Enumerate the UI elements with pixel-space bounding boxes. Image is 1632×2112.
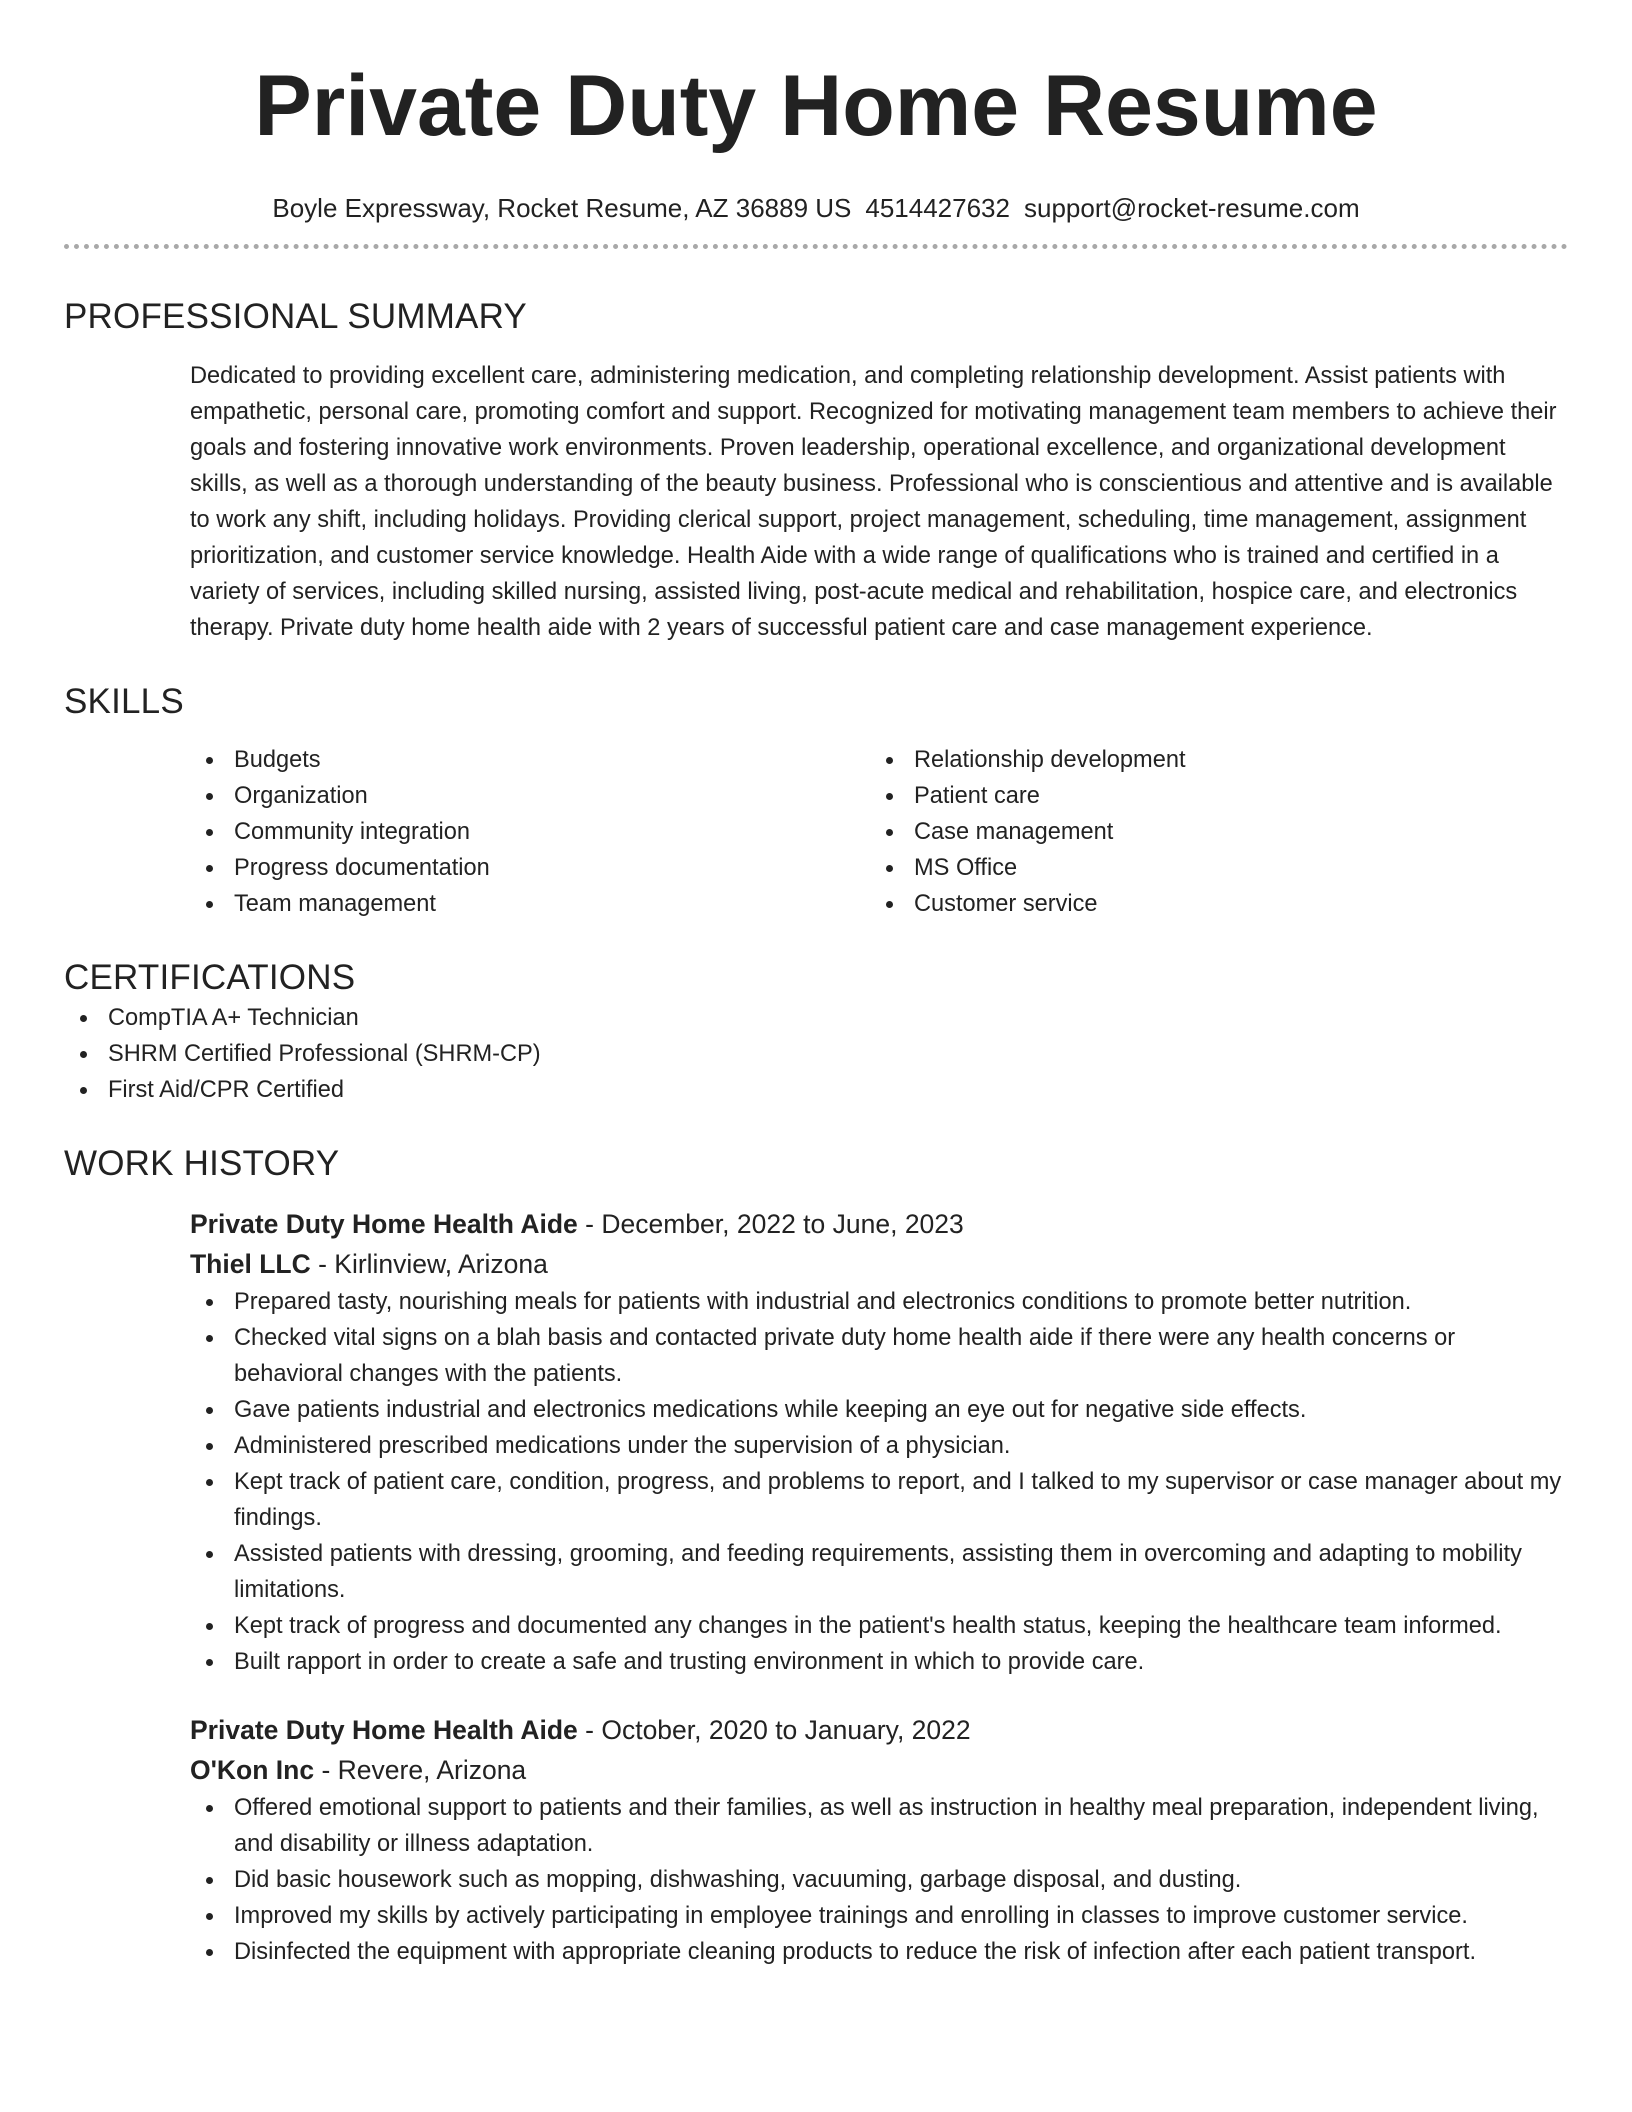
job-duty: Checked vital signs on a blah basis and contacted private duty home health aide if there were any health concerns or behavioral changes with the patients.: [190, 1320, 1568, 1392]
job-title-line: [190, 1710, 1568, 1750]
skill-item: Progress documentation: [190, 850, 870, 886]
skill-item: Relationship development: [870, 742, 1470, 778]
job-dates: - December, 2022 to June, 2023: [577, 1209, 964, 1239]
work-history-heading: WORK HISTORY: [64, 1144, 340, 1183]
skill-item: Case management: [870, 814, 1470, 850]
certifications-section: [64, 956, 1568, 1108]
skills-list-right: [870, 742, 1470, 922]
contact-email: support@rocket-resume.com: [1023, 193, 1360, 223]
skill-item: MS Office: [870, 850, 1470, 886]
job-role: Private Duty Home Health Aide: [190, 1209, 578, 1239]
skills-list-left: [190, 742, 870, 922]
header-divider: [64, 244, 1568, 249]
job-entry: [190, 1710, 1568, 1970]
skill-item: Organization: [190, 778, 870, 814]
resume-title: Private Duty Home Resume: [254, 58, 1378, 154]
job-duty: Gave patients industrial and electronics medications while keeping an eye out for negative side effects.: [190, 1392, 1568, 1428]
skill-item: Budgets: [190, 742, 870, 778]
certifications-heading: CERTIFICATIONS: [64, 958, 356, 997]
job-company-line: [190, 1244, 1568, 1284]
contact-address: Boyle Expressway, Rocket Resume, AZ 36889 US: [272, 193, 852, 223]
job-duties-list: [190, 1284, 1568, 1680]
skill-item: Customer service: [870, 886, 1470, 922]
contact-line: [64, 192, 1568, 224]
skill-item: Community integration: [190, 814, 870, 850]
job-duty: Kept track of progress and documented any changes in the patient's health status, keeping the healthcare team informed.: [190, 1608, 1568, 1644]
summary-heading: PROFESSIONAL SUMMARY: [64, 297, 527, 336]
job-duty: Kept track of patient care, condition, progress, and problems to report, and I talked to my supervisor or case manager about my findings.: [190, 1464, 1568, 1536]
job-location: - Revere, Arizona: [314, 1755, 527, 1785]
certification-item: First Aid/CPR Certified: [64, 1072, 1568, 1108]
job-duties-list: [190, 1790, 1568, 1970]
job-duty: Did basic housework such as mopping, dishwashing, vacuuming, garbage disposal, and dusting.: [190, 1862, 1568, 1898]
job-location: - Kirlinview, Arizona: [310, 1249, 548, 1279]
job-company-line: [190, 1750, 1568, 1790]
skills-section: [64, 680, 1568, 922]
skill-item: Team management: [190, 886, 870, 922]
job-duty: Disinfected the equipment with appropriate cleaning products to reduce the risk of infection after each patient transport.: [190, 1934, 1568, 1970]
contact-phone: 4514427632: [865, 193, 1010, 223]
summary-text: Dedicated to providing excellent care, administering medication, and completing relationship development. Assist patients with empathetic, personal care, promoting comfort and support. Recognized for motivating management team members to achieve their goals and fostering innovative work environments. Proven leadership, operational excellence, and organizational development skills, as well as a thorough understanding of the beauty business. Professional who is conscientious and attentive and is available to work any shift, including holidays. Providing clerical support, project management, scheduling, time management, assignment prioritization, and customer service knowledge. Health Aide with a wide range of qualifications who is trained and certified in a variety of services, including skilled nursing, assisted living, post-acute medical and rehabilitation, hospice care, and electronics therapy. Private duty home health aide with 2 years of successful patient care and case management experience.: [190, 363, 1557, 641]
summary-section: [64, 295, 1568, 646]
skills-heading: SKILLS: [64, 682, 184, 721]
job-title-line: [190, 1204, 1568, 1244]
job-company: Thiel LLC: [190, 1249, 311, 1279]
job-duty: Administered prescribed medications under the supervision of a physician.: [190, 1428, 1568, 1464]
job-role: Private Duty Home Health Aide: [190, 1715, 578, 1745]
skill-item: Patient care: [870, 778, 1470, 814]
job-entry: [190, 1204, 1568, 1680]
work-history-section: [64, 1142, 1568, 1970]
job-duty: Built rapport in order to create a safe and trusting environment in which to provide care.: [190, 1644, 1568, 1680]
job-duty: Improved my skills by actively participating in employee trainings and enrolling in classes to improve customer service.: [190, 1898, 1568, 1934]
certification-item: CompTIA A+ Technician: [64, 1000, 1568, 1036]
job-duty: Prepared tasty, nourishing meals for patients with industrial and electronics conditions to promote better nutrition.: [190, 1284, 1568, 1320]
certification-item: SHRM Certified Professional (SHRM-CP): [64, 1036, 1568, 1072]
job-duty: Offered emotional support to patients and their families, as well as instruction in healthy meal preparation, independent living, and disability or illness adaptation.: [190, 1790, 1568, 1862]
job-dates: - October, 2020 to January, 2022: [577, 1715, 971, 1745]
job-company: O'Kon Inc: [190, 1755, 315, 1785]
skills-grid: [190, 742, 1568, 922]
certifications-list: [64, 1000, 1568, 1108]
job-duty: Assisted patients with dressing, grooming, and feeding requirements, assisting them in overcoming and adapting to mobility limitations.: [190, 1536, 1568, 1608]
